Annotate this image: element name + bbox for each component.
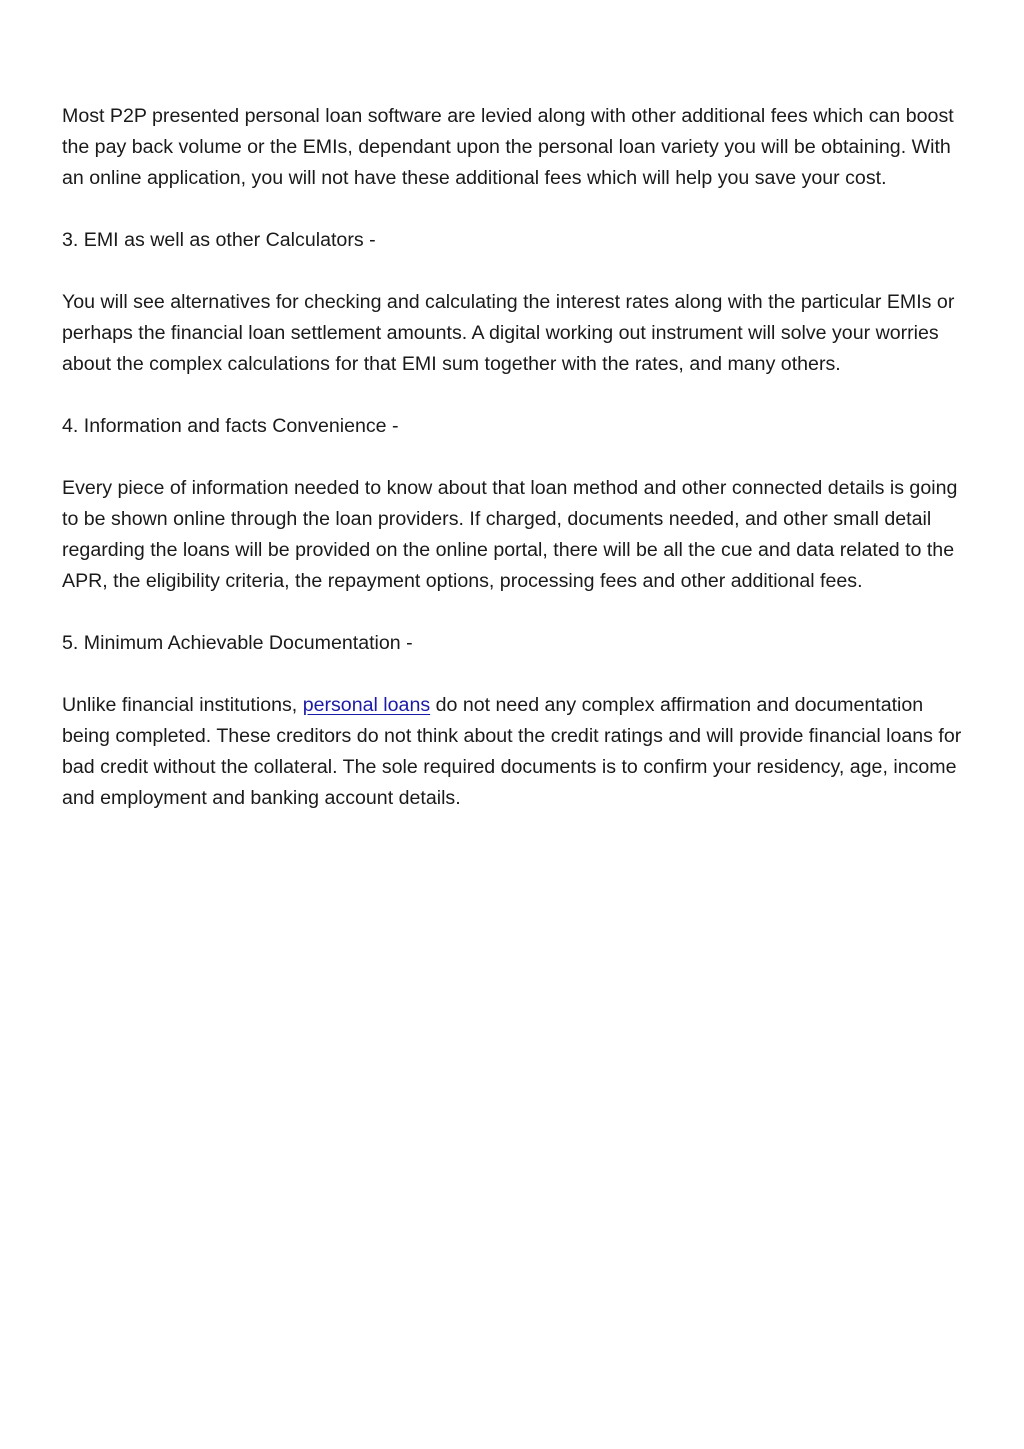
- heading-information-convenience: 4. Information and facts Convenience -: [62, 415, 399, 437]
- paragraph-minimum-documentation: [62, 690, 962, 814]
- paragraph-information-convenience: Every piece of information needed to know about that loan method and other connected details is going to be shown online through the loan providers. If charged, documents needed, and other small detail regarding the loans will be provided on the online portal, there will be all the cue and data related to the APR, the eligibility criteria, the repayment options, processing fees and other additional fees.: [62, 477, 958, 592]
- personal-loans-link[interactable]: personal loans: [302, 694, 431, 716]
- document-content: [62, 101, 962, 845]
- paragraph-fees: Most P2P presented personal loan software are levied along with other additional fees which can boost the pay back volume or the EMIs, dependant upon the personal loan variety you will be obtaining. With an online application, you will not have these additional fees which will help you save your cost.: [62, 105, 954, 189]
- paragraph-text-before-link: Unlike financial institutions,: [62, 694, 303, 716]
- heading-minimum-documentation: 5. Minimum Achievable Documentation -: [62, 632, 413, 654]
- paragraph-emi-calculators: You will see alternatives for checking and calculating the interest rates along with the particular EMIs or perhaps the financial loan settlement amounts. A digital working out instrument will solve your worries about the complex calculations for that EMI sum together with the rates, and many others.: [62, 291, 955, 375]
- heading-emi-calculators: 3. EMI as well as other Calculators -: [62, 229, 376, 251]
- paragraph-text-after-link: do not need any complex affirmation and documentation being completed. These creditors do not think about the credit ratings and will provide financial loans for bad credit without the collateral. The sole required documents is to confirm your residency, age, income and employment and banking account details.: [62, 694, 962, 809]
